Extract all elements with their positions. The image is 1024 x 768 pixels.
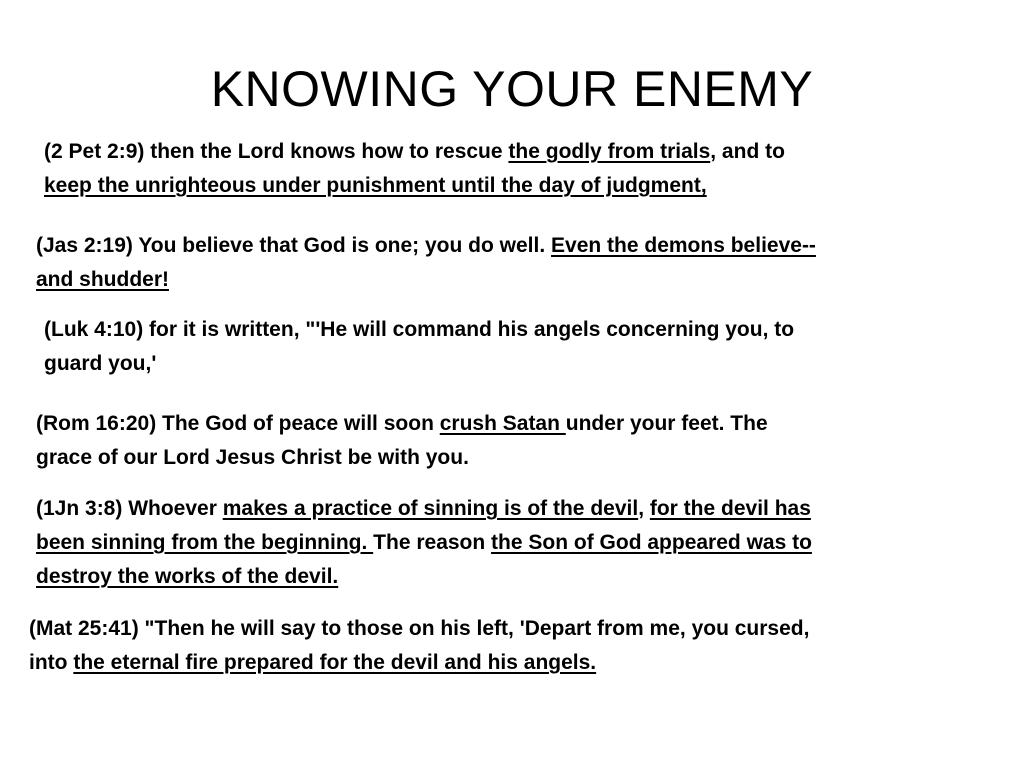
verse-text: (1Jn 3:8) Whoever [36, 497, 223, 520]
underlined-text: Even the demons believe-- [551, 234, 816, 257]
verse-line [44, 135, 785, 169]
verse-text: (Rom 16:20) The God of peace will soon [36, 412, 440, 435]
underlined-text: and shudder! [36, 268, 170, 291]
underlined-text: destroy the works of the devil. [36, 565, 339, 588]
verse-luke-4-10 [44, 313, 794, 381]
verse-line [29, 612, 809, 646]
verse-line [44, 169, 785, 203]
underlined-text: the Son of God appeared was to [491, 531, 812, 554]
slide-title: KNOWING YOUR ENEMY [210, 61, 814, 117]
verse-line [36, 229, 816, 263]
verse-text: , and to [710, 140, 785, 163]
underlined-text: the eternal fire prepared for the devil and his angels. [73, 651, 597, 674]
underlined-text: the godly from trials [508, 140, 711, 163]
verse-text: grace of our Lord Jesus Christ be with you. [36, 446, 469, 469]
verse-line [36, 526, 812, 560]
underlined-text: makes a practice of sinning is of the devil [222, 497, 639, 520]
verse-text: into [29, 651, 74, 674]
underlined-text: keep the unrighteous under punishment until the day of judgment, [44, 174, 707, 197]
verse-text: (2 Pet 2:9) then the Lord knows how to rescue [44, 140, 509, 163]
verse-text: The reason [373, 531, 492, 554]
verse-line [44, 347, 794, 381]
verse-line [36, 560, 812, 594]
verse-text: (Jas 2:19) You believe that God is one; you do well. [36, 234, 552, 257]
verse-line [29, 646, 809, 680]
verse-line [36, 441, 768, 475]
verse-text: under your feet. The [565, 412, 768, 435]
verse-line [36, 492, 812, 526]
verse-2-peter-2-9 [44, 135, 785, 203]
underlined-text: been sinning from the beginning. [36, 531, 374, 554]
verse-matthew-25-41 [29, 612, 809, 680]
verse-line [36, 407, 768, 441]
verse-1-john-3-8 [36, 492, 812, 594]
verse-text: guard you,' [44, 352, 157, 375]
verse-text: (Luk 4:10) for it is written, "'He will command his angels concerning you, to [44, 318, 795, 341]
verse-james-2-19 [36, 229, 816, 297]
verse-romans-16-20 [36, 407, 768, 475]
verse-text: (Mat 25:41) "Then he will say to those on his left, 'Depart from me, you cursed, [29, 617, 810, 640]
verse-text: , [638, 497, 650, 520]
underlined-text: for the devil has [649, 497, 811, 520]
underlined-text: crush Satan [439, 412, 566, 435]
verse-line [36, 263, 816, 297]
verse-line [44, 313, 794, 347]
